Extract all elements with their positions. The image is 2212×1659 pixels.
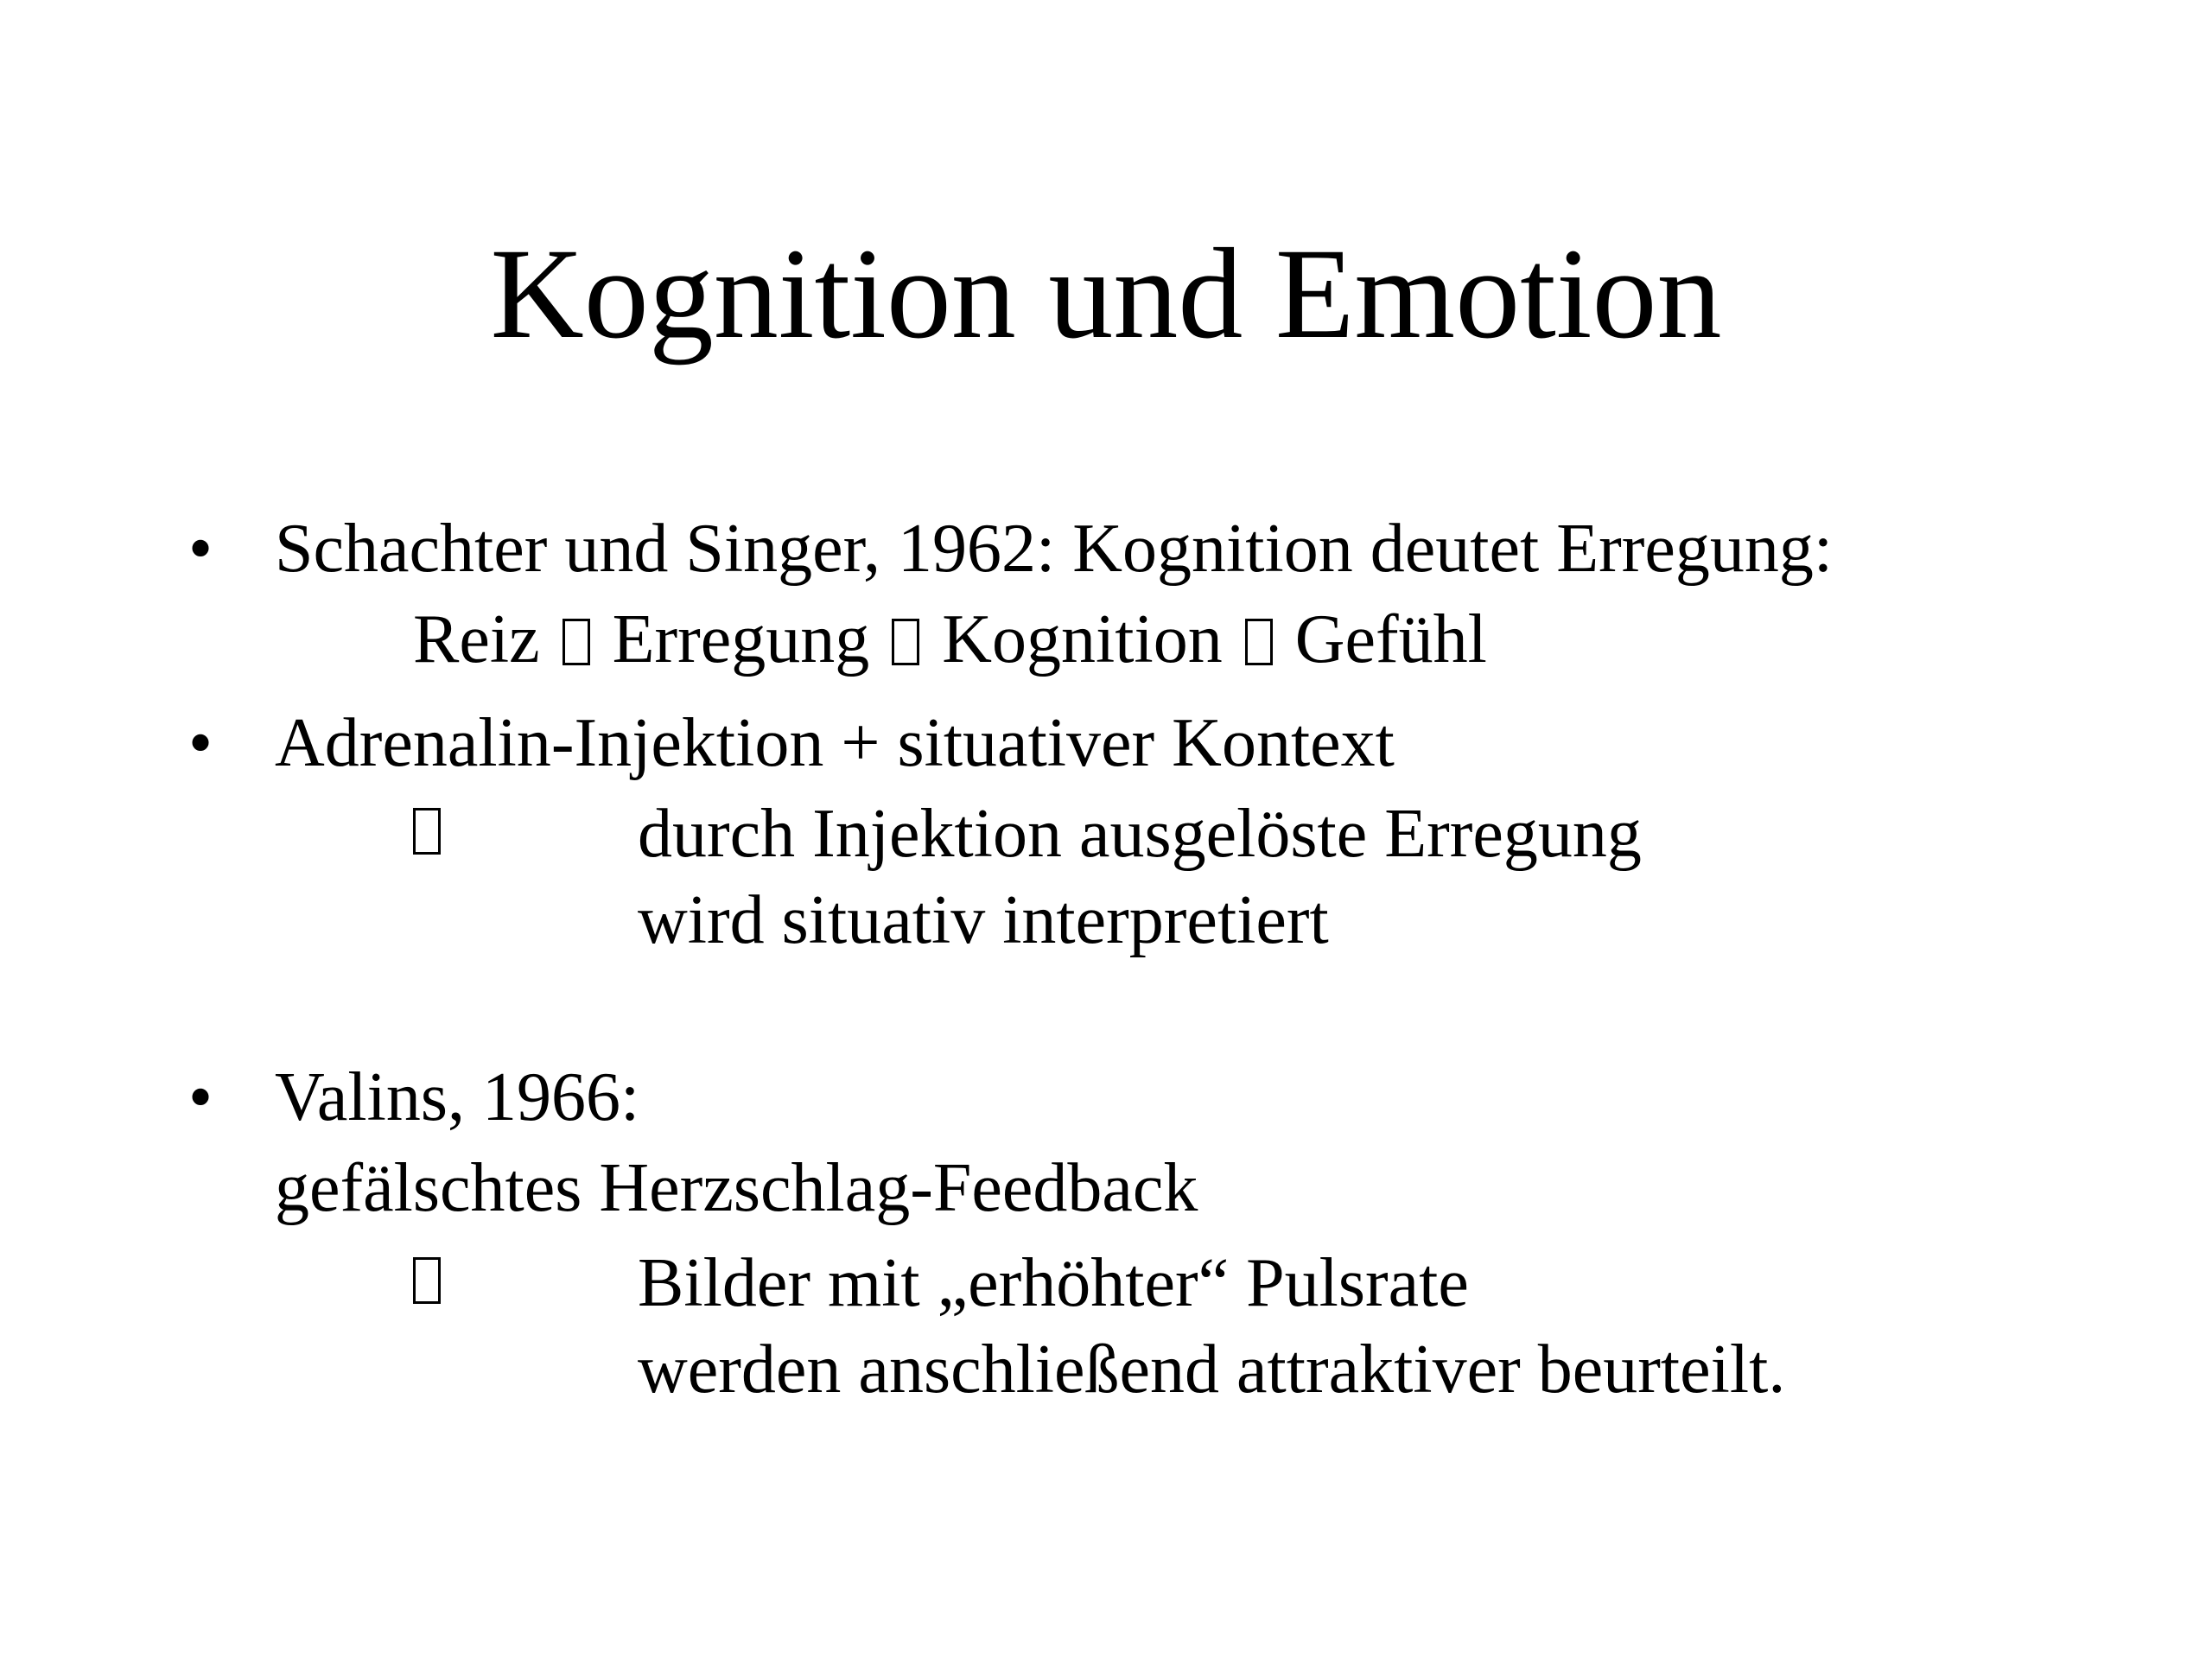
chain-step-kognition: Kognition — [942, 601, 1223, 677]
bullet-2-result-line-1: durch Injektion ausgelöste Erregung — [638, 796, 1642, 872]
bullet-2-marker: • — [188, 705, 213, 781]
bullet-1-text: Schachter und Singer, 1962: Kognition deutet Erregung: — [275, 511, 1834, 587]
bullet-3-result-line-1: Bilder mit „erhöhter“ Pulsrate — [638, 1245, 1469, 1321]
missing-glyph-box-icon — [413, 808, 441, 855]
missing-glyph-box-icon — [892, 619, 919, 665]
bullet-3-text: Valins, 1966: — [275, 1059, 640, 1135]
bullet-3-subtext: gefälschtes Herzschlag-Feedback — [275, 1150, 1198, 1226]
bullet-3-marker: • — [188, 1059, 213, 1135]
chain-step-gefuehl: Gefühl — [1294, 601, 1487, 677]
bullet-2-result-line-2: wird situativ interpretiert — [638, 882, 1329, 958]
bullet-2-text: Adrenalin-Injektion + situativer Kontext — [275, 705, 1395, 781]
missing-glyph-box-icon — [563, 619, 590, 665]
causal-chain — [413, 596, 1487, 683]
chain-step-erregung: Erregung — [612, 601, 870, 677]
chain-step-reiz: Reiz — [413, 601, 540, 677]
bullet-1-marker: • — [188, 511, 213, 587]
slide-title: Kognition und Emotion — [490, 222, 1722, 365]
bullet-3-result-line-2: werden anschließend attraktiver beurteilt. — [638, 1332, 1786, 1408]
missing-glyph-box-icon — [413, 1257, 441, 1304]
missing-glyph-box-icon — [1245, 619, 1273, 665]
